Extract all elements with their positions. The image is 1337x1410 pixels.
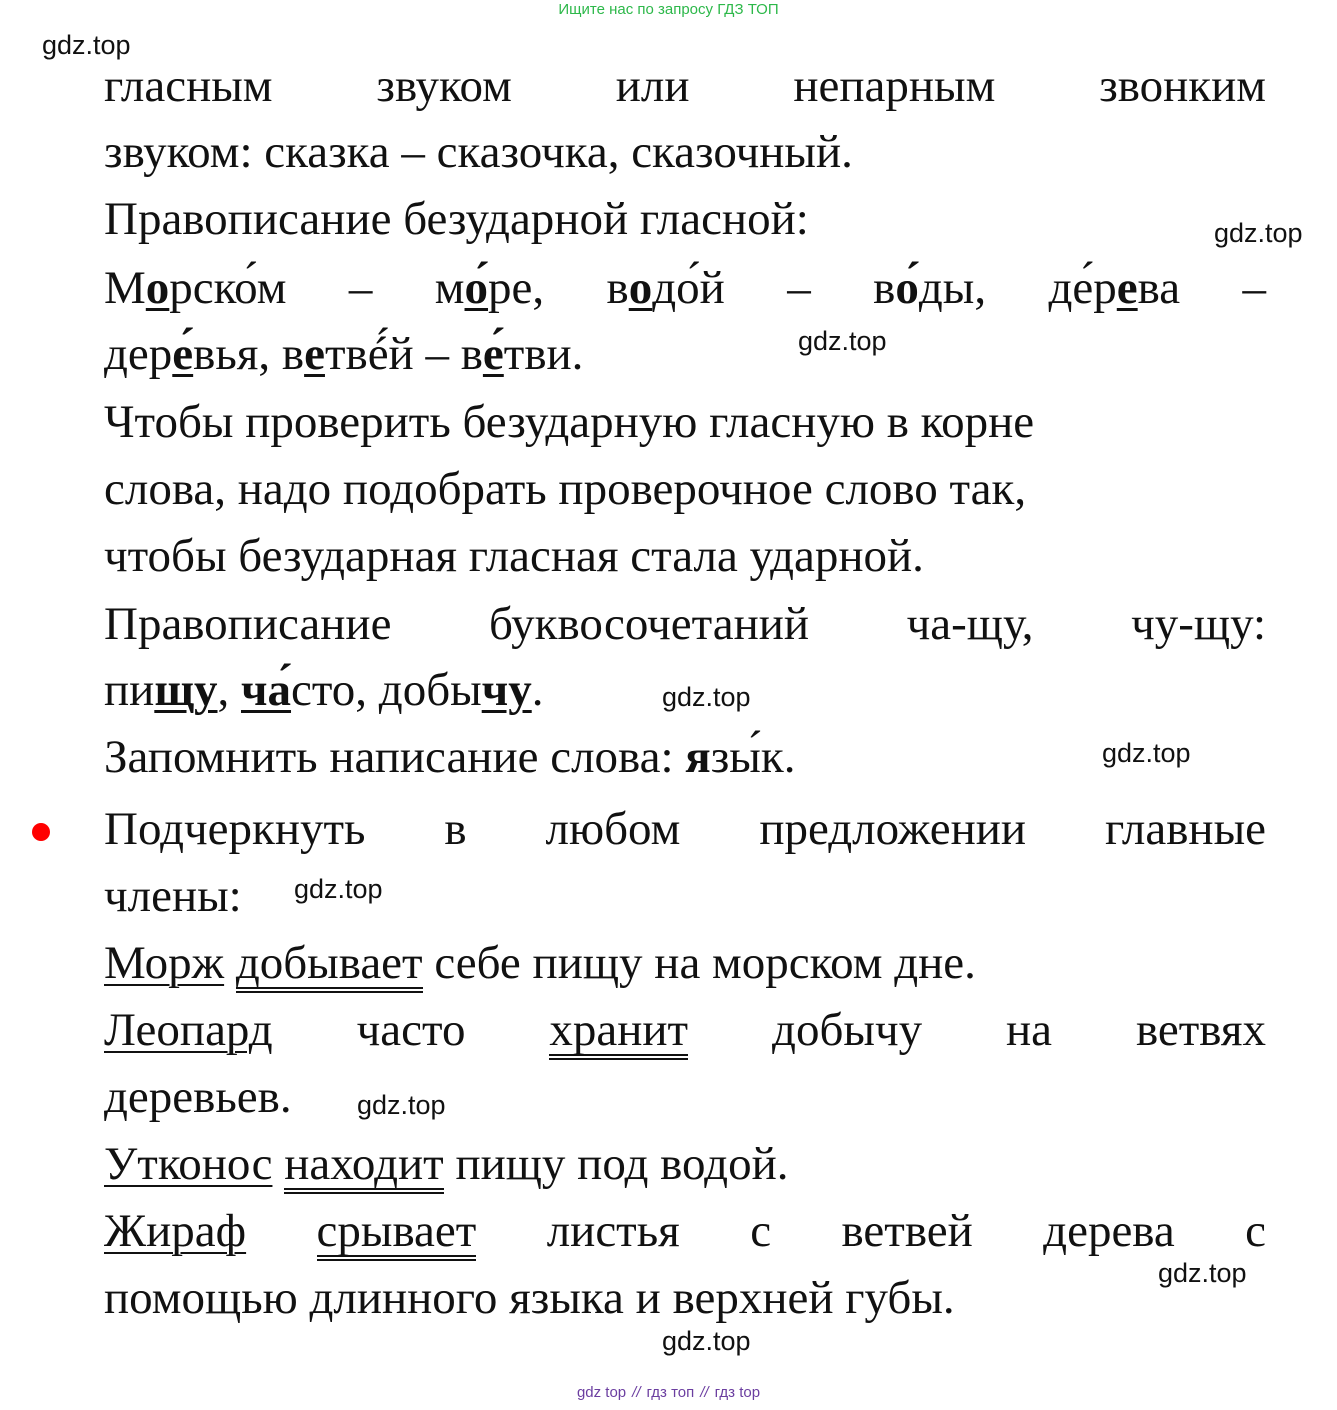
text-line: слова, надо подобрать проверочное слово так, [104, 463, 1027, 515]
watermark: gdz.top [662, 682, 751, 712]
word: де́рева [1048, 262, 1181, 314]
footer-links: gdz top // гдз топ // гдз top [576, 1384, 761, 1401]
footer-link[interactable]: gdz top [576, 1384, 627, 1401]
text-line: чтобы безударная гласная стала ударной. [104, 530, 924, 582]
sentence-line: Леопард часто хранит добычу на ветвях [104, 1000, 1266, 1060]
task-line: Подчеркнуть в любом предложении главные [104, 803, 1267, 855]
word: во́ды, [873, 262, 987, 314]
subject: Морж [104, 937, 225, 989]
watermark: gdz.top [357, 1090, 446, 1120]
subject: Леопард [104, 1004, 273, 1056]
word: Морско́м [104, 262, 287, 314]
subject: Жираф [104, 1205, 247, 1257]
word: водо́й [606, 262, 725, 314]
predicate: срывает [317, 1208, 477, 1261]
section-heading: Правописание безударной гласной: [104, 193, 809, 245]
predicate: добывает [236, 940, 423, 993]
predicate: хранит [549, 1007, 688, 1060]
bullet-point [32, 823, 50, 841]
watermark: gdz.top [1158, 1258, 1247, 1288]
watermark: gdz.top [294, 874, 383, 904]
section-heading: Правописание буквосочетаний ча-щу, чу-щу: [104, 598, 1267, 650]
word: мо́ре, [434, 262, 545, 314]
example-line: Морско́м – мо́ре, водо́й – во́ды, де́рева – [104, 262, 1266, 314]
sentence-line: Утконос находит пищу под водой. [104, 1134, 1266, 1194]
watermark: gdz.top [662, 1326, 751, 1356]
predicate: находит [284, 1141, 443, 1194]
footer-link[interactable]: гдз top [714, 1384, 761, 1401]
text-line: звуком: сказка – сказочка, сказочный. [104, 126, 853, 178]
sentence-line: Морж добывает себе пищу на морском дне. [104, 933, 1266, 993]
search-banner: Ищите нас по запросу ГДЗ ТОП [558, 1, 779, 18]
watermark: gdz.top [1214, 218, 1303, 248]
sentence-line: Жираф срывает листья с ветвей дерева с [104, 1201, 1266, 1261]
text-line: деревьев. [104, 1071, 292, 1123]
watermark: gdz.top [42, 30, 131, 60]
footer-link[interactable]: гдз топ [646, 1384, 695, 1401]
watermark: gdz.top [798, 326, 887, 356]
text-line: помощью длинного языка и верхней губы. [104, 1272, 955, 1324]
watermark: gdz.top [1102, 738, 1191, 768]
example-line: пищу, ча́сто, добычу. [104, 664, 544, 716]
example-line: дере́вья, ветвé́й – ве́тви. [104, 328, 584, 380]
text-line: члены: [104, 870, 242, 922]
text-line: гласным звуком или непарным звонким [104, 60, 1267, 112]
text-line: Запомнить написание слова: язы́к. [104, 731, 796, 783]
text-line: Чтобы проверить безударную гласную в корне [104, 396, 1035, 448]
subject: Утконос [104, 1138, 273, 1190]
